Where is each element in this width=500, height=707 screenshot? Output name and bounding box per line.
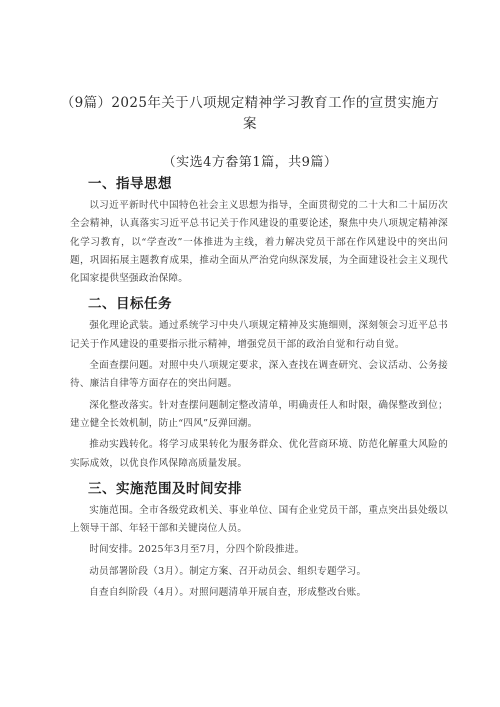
- section-paragraph: 自查自纠阶段（4月）。对照问题清单开展自查，形成整改台账。: [89, 587, 367, 599]
- document-subtitle: （实选4方畚第1篇，共9篇）: [162, 155, 338, 170]
- section-objectives: [70, 292, 448, 472]
- section-paragraph: 以习近平新时代中国特色社会主义思想为指导，全面贯彻党的二十大和二十届历次全会精神，认真落实习近平总书记关于作风建设的重要论述，聚焦中央八项规定精神深化学习教育，以“学查改”一体推进为主线，着力解决党员干部在作风建设中的突出问题，巩固拓展主题教育成果，推动全面从严治党向纵深发展，为全面建设社会主义现代化国家提供坚强政治保障。: [70, 200, 448, 285]
- section-paragraph: 实施范围。全市各级党政机关、事业单位、国有企业党员干部，重点突出县处级以上领导干部、年轻干部和关键岗位人员。: [70, 504, 448, 535]
- section-paragraph: 全面查摆问题。对照中央八项规定要求，深入查找在调查研究、会议活动、公务接待、廉洁自律等方面存在的突出问题。: [70, 360, 448, 390]
- section-guiding-ideology: [70, 172, 448, 288]
- document-title: （9篇）2025年关于八项规定精神学习教育工作的宣贯实施方案: [60, 95, 440, 132]
- section-heading: 一、指导思想: [88, 176, 172, 192]
- section-paragraph: 动员部署阶段（3月）。制定方案、召开动员会、组织专题学习。: [89, 565, 367, 577]
- section-paragraph: 时间安排。2025年3月至7月，分四个阶段推进。: [89, 544, 305, 556]
- section-paragraph: 强化理论武装。通过系统学习中央八项规定精神及实施细则，深刻领会习近平总书记关于作风建设的重要指示批示精神，增强党员干部的政治自觉和行动自觉。: [70, 320, 448, 350]
- section-paragraph: 推动实践转化。将学习成果转化为服务群众、优化营商环境、防范化解重大风险的实际成效，以优良作风保障高质量发展。: [70, 439, 448, 469]
- document-body: [70, 172, 448, 606]
- section-heading: 三、实施范围及时间安排: [88, 480, 242, 497]
- section-scope-schedule: [70, 477, 448, 602]
- section-heading: 二、目标任务: [88, 296, 172, 313]
- section-paragraph: 深化整改落实。针对查摆问题制定整改清单，明确责任人和时限，确保整改到位；建立健全长效机制，防止“四风”反弹回潮。: [70, 399, 448, 429]
